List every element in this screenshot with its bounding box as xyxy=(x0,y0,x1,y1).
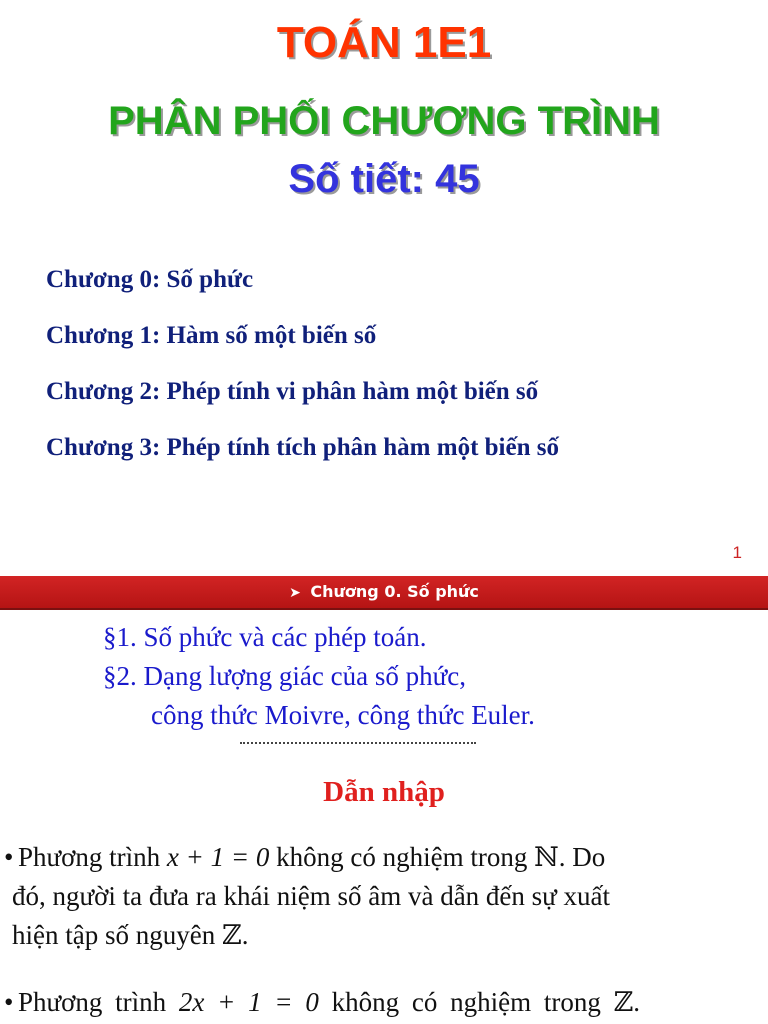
bullet-text: . xyxy=(633,987,641,1017)
bullet-paragraph-2 xyxy=(4,983,760,1022)
section-item-2-cont: công thức Moivre, công thức Euler. xyxy=(151,700,535,730)
chapter-item-2: Chương 2: Phép tính vi phân hàm một biến số xyxy=(46,378,539,405)
bullet-paragraph-1 xyxy=(4,838,760,955)
chapter-item-0: Chương 0: Số phức xyxy=(46,266,254,293)
bullet-text: Phương trình xyxy=(18,842,167,872)
dotted-divider xyxy=(240,742,476,744)
chapter-item-3: Chương 3: Phép tính tích phân hàm một biến số xyxy=(46,434,559,461)
bullet-text: không có nghiệm trong xyxy=(318,987,614,1017)
intro-heading: Dẫn nhập xyxy=(323,776,445,808)
bullet-line-2: đó, người ta đưa ra khái niệm số âm và dẫn đến sự xuất xyxy=(12,881,611,911)
section-item-1: §1. Số phức và các phép toán. xyxy=(103,622,427,652)
chapter-header-title: Chương 0. Số phức xyxy=(310,582,479,601)
hours-count: Số tiết: 45 xyxy=(288,157,480,201)
section-list xyxy=(103,618,535,735)
bullet-dot: • xyxy=(4,842,14,872)
arrow-icon: ➤ xyxy=(289,585,301,601)
equation: 2x + 1 = 0 xyxy=(178,987,319,1017)
chapter-list xyxy=(46,262,559,486)
slide-2 xyxy=(0,576,768,1024)
course-title: TOÁN 1E1 xyxy=(276,18,492,67)
integers-symbol: ℤ xyxy=(221,920,242,951)
section-item-2: §2. Dạng lượng giác của số phức, xyxy=(103,661,466,691)
bullet-text: Phương trình xyxy=(18,987,179,1017)
equation: x + 1 = 0 xyxy=(166,842,270,872)
page-number: 1 xyxy=(732,543,742,562)
chapter-header-bar xyxy=(0,576,768,610)
bullet-line-1 xyxy=(4,838,760,877)
bullet-dot: • xyxy=(4,987,14,1017)
chapter-item-1: Chương 1: Hàm số một biến số xyxy=(46,322,377,349)
integers-symbol: ℤ xyxy=(613,987,634,1018)
bullet-text: . xyxy=(241,920,249,950)
bullet-text: . Do xyxy=(558,842,606,872)
bullet-text: không có nghiệm trong xyxy=(269,842,535,872)
bullet-line-3 xyxy=(4,916,760,955)
program-title: PHÂN PHỐI CHƯƠNG TRÌNH xyxy=(108,99,660,143)
bullet-text: hiện tập số nguyên xyxy=(12,920,222,950)
natural-numbers-symbol: ℕ xyxy=(534,842,559,873)
